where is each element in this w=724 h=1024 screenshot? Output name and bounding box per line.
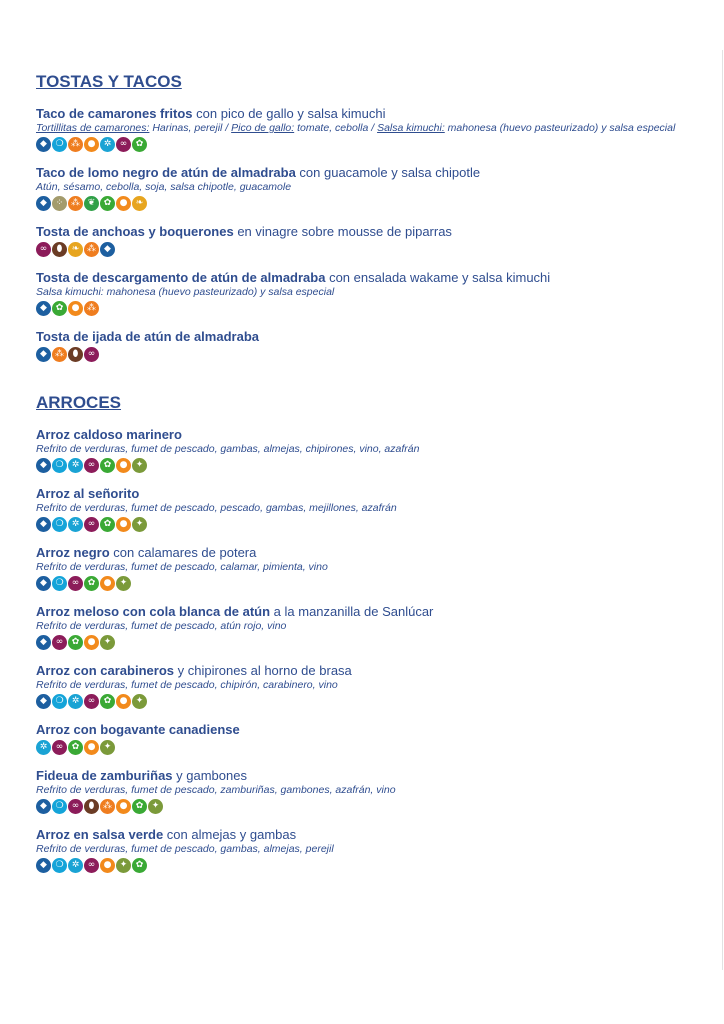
mustard-icon: ✦ [100,635,115,650]
mollusc-icon: ❍ [52,576,67,591]
ingredient-text: Pico de gallo: [231,122,295,134]
dish-title [36,270,676,286]
dish-ingredients [36,286,676,299]
dish-ingredients [36,843,676,856]
dish-accompaniment: y chipirones al horno de brasa [174,663,352,678]
dish-ingredients [36,679,676,692]
fish-icon: ◆ [36,517,51,532]
dish-item [36,224,676,258]
sulphite-icon: ∞ [84,347,99,362]
dish-title [36,486,676,502]
fish-icon: ◆ [36,458,51,473]
celery-icon: ✿ [100,517,115,532]
section-title: TOSTAS Y TACOS [36,72,182,91]
egg-icon: ● [100,858,115,873]
mollusc-icon: ❍ [52,694,67,709]
celery-icon: ✿ [100,196,115,211]
ingredient-text: Refrito de verduras, fumet de pescado, calamar, pimienta, vino [36,561,328,573]
mustard-icon: ✦ [132,458,147,473]
celery-icon: ✿ [132,799,147,814]
fish-icon: ◆ [36,196,51,211]
dish-item [36,722,676,756]
ingredient-text: Salsa kimuchi: mahonesa (huevo pasteurizado) y salsa especial [36,286,335,298]
ingredient-text: Refrito de verduras, fumet de pescado, zamburiñas, gambones, azafrán, vino [36,784,396,796]
crustacean-icon: ✲ [68,458,83,473]
ingredient-text: tomate, cebolla / [294,122,378,134]
fish-icon: ◆ [36,137,51,152]
sesame-icon: ⁘ [52,196,67,211]
dish-item [36,768,676,815]
dish-ingredients [36,443,676,456]
egg-icon: ● [116,458,131,473]
sulphite-icon: ∞ [68,576,83,591]
dish-ingredients [36,122,676,135]
celery-icon: ✿ [84,576,99,591]
egg-icon: ● [116,517,131,532]
mustard-icon: ✦ [132,694,147,709]
fish-icon: ◆ [36,799,51,814]
dish-accompaniment: con pico de gallo y salsa kimuchi [192,106,386,121]
dish-title [36,224,676,240]
dish-title [36,722,676,738]
crustacean-icon: ✲ [68,858,83,873]
celery-icon: ✿ [68,740,83,755]
allergen-icons [36,196,676,212]
nuts-icon: ⬮ [68,347,83,362]
menu-section [36,72,676,363]
dish-name: Arroz caldoso marinero [36,427,182,442]
celery-icon: ✿ [132,137,147,152]
fish-icon: ◆ [36,347,51,362]
dish-ingredients [36,620,676,633]
section-title: ARROCES [36,393,122,412]
allergen-icons [36,458,676,474]
gluten-icon: ⁂ [100,799,115,814]
egg-icon: ● [68,301,83,316]
sulphite-icon: ∞ [84,458,99,473]
nuts-icon: ⬮ [52,242,67,257]
fish-icon: ◆ [36,576,51,591]
dish-item [36,545,676,592]
fish-icon: ◆ [36,301,51,316]
fish-icon: ◆ [36,694,51,709]
allergen-icons [36,576,676,592]
dish-item [36,827,676,874]
celery-icon: ✿ [132,858,147,873]
dish-item [36,270,676,317]
ingredient-text: Tortillitas de camarones: [36,122,150,134]
dish-title [36,663,676,679]
dish-item [36,663,676,710]
ingredient-text: Refrito de verduras, fumet de pescado, gambas, almejas, perejil [36,843,334,855]
lupin-icon: ❧ [68,242,83,257]
mollusc-icon: ❍ [52,137,67,152]
dish-accompaniment: en vinagre sobre mousse de piparras [233,224,452,239]
gluten-icon: ⁂ [84,301,99,316]
dish-item [36,427,676,474]
dish-accompaniment: con calamares de potera [109,545,257,560]
gluten-icon: ⁂ [84,242,99,257]
crustacean-icon: ✲ [100,137,115,152]
fish-icon: ◆ [100,242,115,257]
sulphite-icon: ∞ [84,517,99,532]
dish-name: Fideua de zamburiñas [36,768,173,783]
ingredient-text: Salsa kimuchi: [377,122,445,134]
celery-icon: ✿ [100,694,115,709]
dish-title [36,329,676,345]
mustard-icon: ✦ [100,740,115,755]
dish-title [36,165,676,181]
nuts-icon: ⬮ [84,799,99,814]
dish-title [36,545,676,561]
crustacean-icon: ✲ [68,694,83,709]
dish-name: Arroz al señorito [36,486,140,501]
allergen-icons [36,517,676,533]
allergen-icons [36,799,676,815]
allergen-icons [36,137,676,153]
dish-name: Arroz negro [36,545,110,560]
mustard-icon: ✦ [116,858,131,873]
dish-name: Tosta de anchoas y boquerones [36,224,234,239]
dish-title [36,604,676,620]
mustard-icon: ✦ [132,517,147,532]
mollusc-icon: ❍ [52,799,67,814]
dish-accompaniment: con guacamole y salsa chipotle [295,165,481,180]
page-edge-line [722,50,723,970]
dish-list [36,106,676,363]
gluten-icon: ⁂ [68,137,83,152]
dish-name: Arroz en salsa verde [36,827,164,842]
ingredient-text: Atún, sésamo, cebolla, soja, salsa chipotle, guacamole [36,181,292,193]
dish-name: Arroz con carabineros [36,663,174,678]
ingredient-text: Harinas, perejil / [149,122,232,134]
fish-icon: ◆ [36,635,51,650]
dish-name: Taco de camarones fritos [36,106,193,121]
dish-ingredients [36,784,676,797]
crustacean-icon: ✲ [68,517,83,532]
dish-name: Taco de lomo negro de atún de almadraba [36,165,296,180]
mollusc-icon: ❍ [52,858,67,873]
dish-item [36,604,676,651]
dish-item [36,106,676,153]
ingredient-text: Refrito de verduras, fumet de pescado, atún rojo, vino [36,620,287,632]
soy-icon: ❦ [84,196,99,211]
dish-accompaniment: con almejas y gambas [163,827,297,842]
lupin-icon: ❧ [132,196,147,211]
dish-accompaniment: a la manzanilla de Sanlúcar [270,604,434,619]
fish-icon: ◆ [36,858,51,873]
sulphite-icon: ∞ [52,635,67,650]
dish-accompaniment: y gambones [172,768,247,783]
allergen-icons [36,694,676,710]
gluten-icon: ⁂ [52,347,67,362]
dish-ingredients [36,561,676,574]
dish-name: Tosta de ijada de atún de almadraba [36,329,259,344]
dish-accompaniment: con ensalada wakame y salsa kimuchi [325,270,551,285]
egg-icon: ● [116,694,131,709]
allergen-icons [36,301,676,317]
dish-title [36,827,676,843]
sulphite-icon: ∞ [116,137,131,152]
celery-icon: ✿ [52,301,67,316]
allergen-icons [36,858,676,874]
dish-ingredients [36,181,676,194]
sulphite-icon: ∞ [36,242,51,257]
crustacean-icon: ✲ [36,740,51,755]
egg-icon: ● [100,576,115,591]
celery-icon: ✿ [68,635,83,650]
ingredient-text: Refrito de verduras, fumet de pescado, gambas, almejas, chipirones, vino, azafrán [36,443,420,455]
allergen-icons [36,347,676,363]
dish-list [36,427,676,874]
menu-section [36,393,676,874]
sulphite-icon: ∞ [68,799,83,814]
sulphite-icon: ∞ [84,858,99,873]
mustard-icon: ✦ [148,799,163,814]
dish-name: Arroz con bogavante canadiense [36,722,240,737]
allergen-icons [36,242,676,258]
dish-name: Tosta de descargamento de atún de almadraba [36,270,326,285]
menu-page [36,72,676,886]
ingredient-text: mahonesa (huevo pasteurizado) y salsa especial [444,122,676,134]
ingredient-text: Refrito de verduras, fumet de pescado, pescado, gambas, mejillones, azafrán [36,502,397,514]
egg-icon: ● [84,137,99,152]
mollusc-icon: ❍ [52,458,67,473]
dish-name: Arroz meloso con cola blanca de atún [36,604,271,619]
gluten-icon: ⁂ [68,196,83,211]
dish-title [36,106,676,122]
egg-icon: ● [116,799,131,814]
dish-item [36,329,676,363]
egg-icon: ● [84,635,99,650]
dish-item [36,486,676,533]
egg-icon: ● [84,740,99,755]
allergen-icons [36,635,676,651]
mollusc-icon: ❍ [52,517,67,532]
celery-icon: ✿ [100,458,115,473]
dish-title [36,768,676,784]
mustard-icon: ✦ [116,576,131,591]
dish-item [36,165,676,212]
egg-icon: ● [116,196,131,211]
allergen-icons [36,740,676,756]
ingredient-text: Refrito de verduras, fumet de pescado, chipirón, carabinero, vino [36,679,338,691]
dish-title [36,427,676,443]
sulphite-icon: ∞ [52,740,67,755]
dish-ingredients [36,502,676,515]
sulphite-icon: ∞ [84,694,99,709]
